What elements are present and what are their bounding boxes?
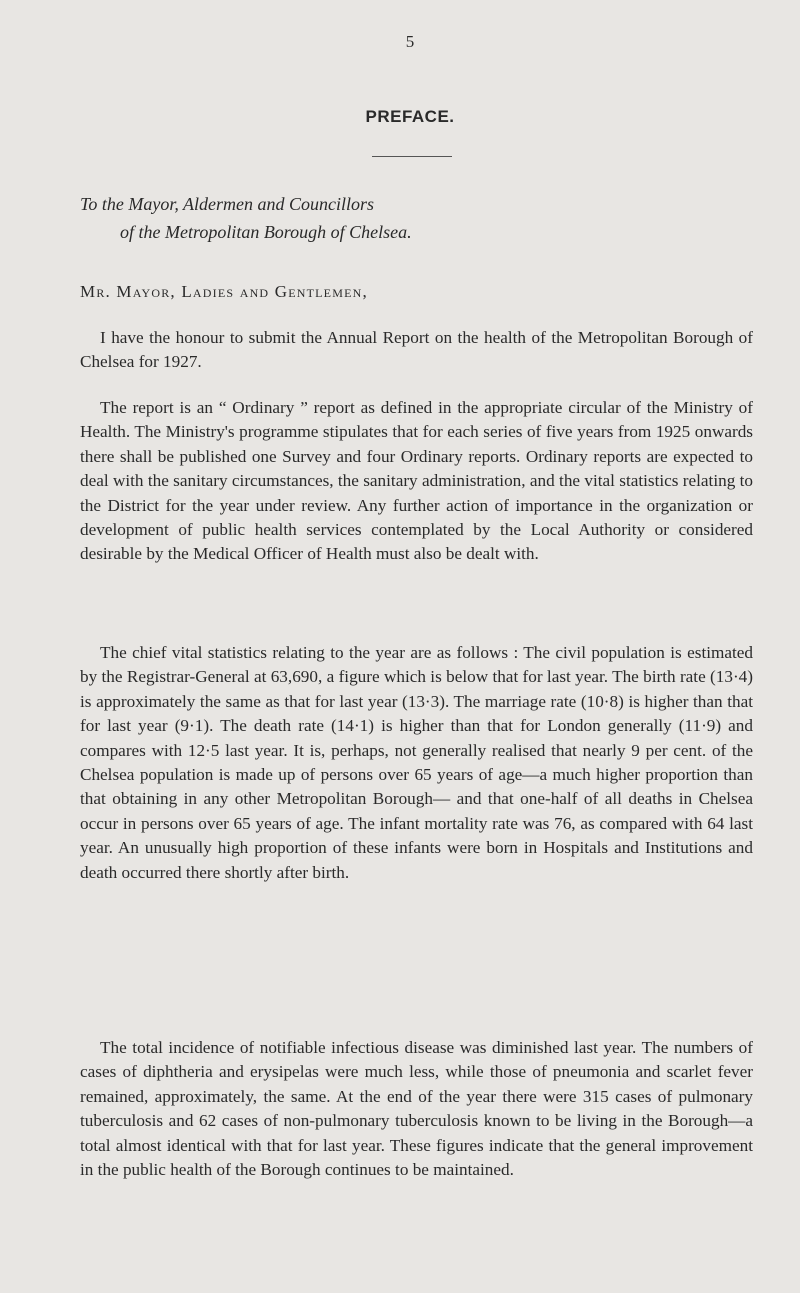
title-divider <box>372 156 452 157</box>
addressee-line-2: of the Metropolitan Borough of Chelsea. <box>120 222 412 242</box>
paragraph-infectious-disease: The total incidence of notifiable infectious disease was diminished last year. The numbers of cases of diphtheria and erysipelas were much less, while those of pneumonia and scarlet fever remained, approximately, the same. At the end of the year there were 315 cases of pulmonary tuberculosis and 62 cases of non-pulmonary tuberculosis known to be living in the Borough—a total almost identical with that for last year. These figures indicate that the general improvement in the public health of the Borough continues to be maintained. <box>80 1038 753 1180</box>
addressee-line-1: To the Mayor, Aldermen and Councillors <box>80 194 375 214</box>
page-number: 5 <box>405 32 415 51</box>
paragraph-vital-statistics: The chief vital statistics relating to the year are as follows : The civil population is estimated by the Registrar-General at 63,690, a figure which is below that for last year. The birth rate (13·4) is approximately the same as that for last year (13·3). The marriage rate (10·8) is higher than that for last year (9·1). The death rate (14·1) is higher than that for London generally (11·9) and compares with 12·5 last year. It is, perhaps, not generally realised that nearly 9 per cent. of the Chelsea population is made up of persons over 65 years of age—a much higher proportion than that obtaining in any other Metropolitan Borough— and that one-half of all deaths in Chelsea occur in persons over 65 years of age. The infant mortality rate was 76, as compared with 64 last year. An unusually high proportion of these infants were born in Hospitals and Institutions and death occurred there shortly after birth. <box>80 643 753 882</box>
salutation: Mr. Mayor, Ladies and Gentlemen, <box>80 282 368 301</box>
page-title: PREFACE. <box>365 107 455 126</box>
paragraph-report-type: The report is an “ Ordinary ” report as defined in the appropriate circular of the Ministry of Health. The Ministry's programme stipulates that for each series of five years from 1925 onwards there shall be published one Survey and four Ordinary reports. Ordinary reports are expected to deal with the sanitary circumstances, the sanitary administration, and the vital statistics relating to the District for the year under review. Any further action of importance in the organization or development of public health services contemplated by the Local Authority or considered desirable by the Medical Officer of Health must also be dealt with. <box>80 398 753 564</box>
paragraph-intro: I have the honour to submit the Annual Report on the health of the Metropolitan Borough of Chelsea for 1927. <box>80 328 753 372</box>
